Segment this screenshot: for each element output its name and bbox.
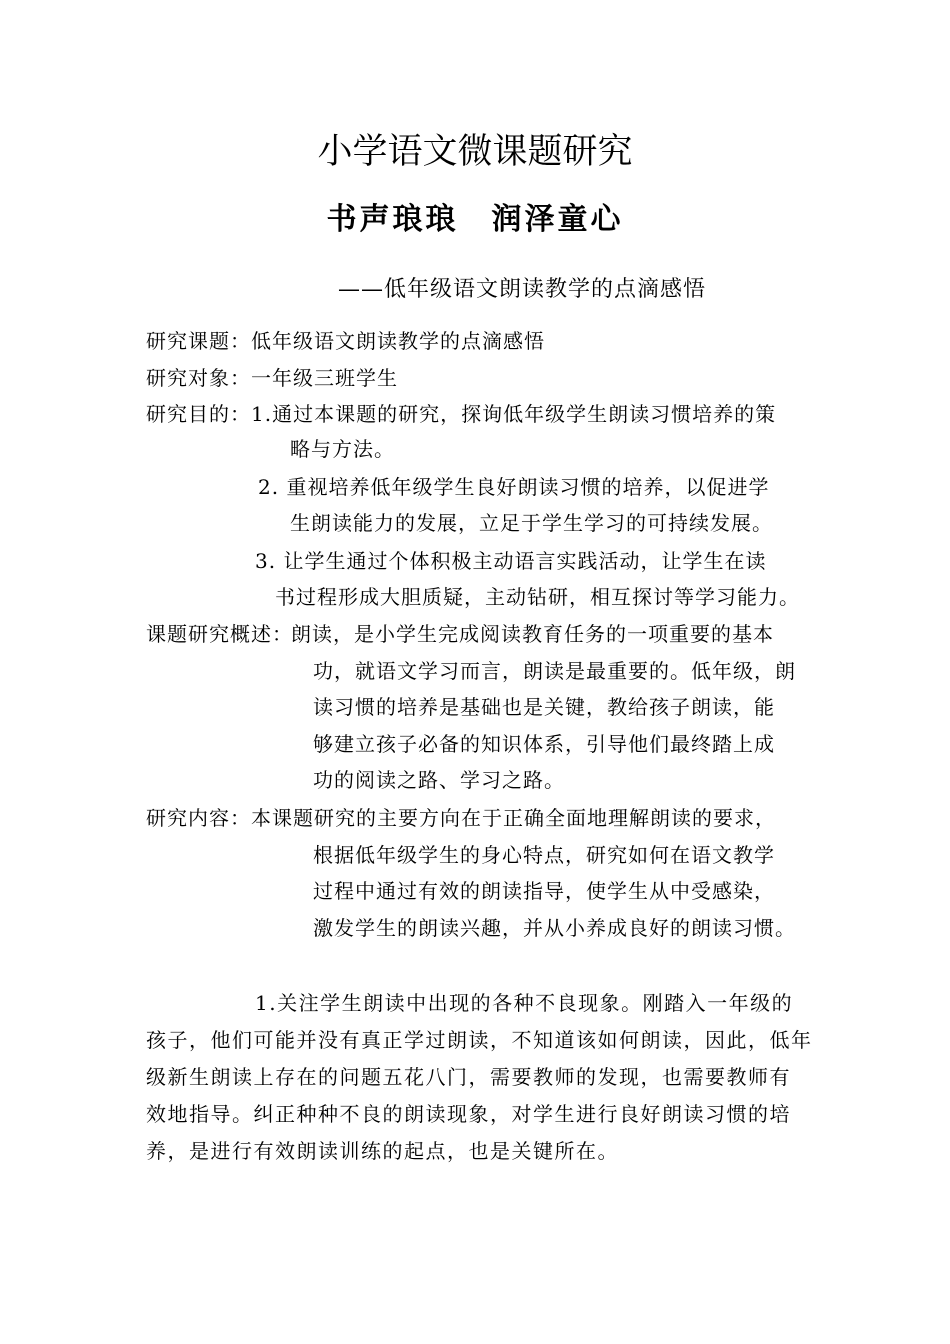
goal-1-line-2: 略与方法。 xyxy=(290,437,395,461)
document-subtitle: 书声琅琅 润泽童心 xyxy=(326,202,624,237)
paragraph-line-3: 级新生朗读上存在的问题五花八门，需要教师的发现，也需要教师有 xyxy=(146,1065,791,1089)
paragraph-line-5: 养，是进行有效朗读训练的起点，也是关键所在。 xyxy=(146,1139,619,1163)
subject-label: 研究对象： xyxy=(146,366,251,390)
overview-line-2: 功，就语文学习而言，朗读是最重要的。低年级，朗 xyxy=(313,659,796,683)
goals-label: 研究目的： xyxy=(146,402,251,426)
goal-3-line-2: 书过程形成大胆质疑，主动钻研，相互探讨等学习能力。 xyxy=(275,585,800,609)
subject-row xyxy=(146,363,398,393)
document-title: 小学语文微课题研究 xyxy=(317,132,633,172)
content-line-2: 根据低年级学生的身心特点，研究如何在语文教学 xyxy=(313,843,775,867)
document-tagline: ——低年级语文朗读教学的点滴感悟 xyxy=(338,277,707,302)
overview-line-5: 功的阅读之路、学习之路。 xyxy=(313,768,565,792)
topic-row xyxy=(146,326,545,356)
paragraph-line-2: 孩子，他们可能并没有真正学过朗读，不知道该如何朗读，因此，低年 xyxy=(146,1028,813,1052)
goal-2-line-1: 2. 重视培养低年级学生良好朗读习惯的培养，以促进学 xyxy=(258,475,770,499)
content-line-3: 过程中通过有效的朗读指导，使学生从中受感染， xyxy=(313,879,775,903)
topic-label: 研究课题： xyxy=(146,329,251,353)
overview-line-1: 朗读，是小学生完成阅读教育任务的一项重要的基本 xyxy=(291,622,774,646)
content-label: 研究内容： xyxy=(146,806,251,830)
goal-1-line-1: 1.通过本课题的研究，探询低年级学生朗读习惯培养的策 xyxy=(251,402,777,426)
overview-line-4: 够建立孩子必备的知识体系，引导他们最终踏上成 xyxy=(313,732,775,756)
subject-value: 一年级三班学生 xyxy=(251,366,398,390)
overview-label: 课题研究概述： xyxy=(146,622,293,646)
content-line-1: 本课题研究的主要方向在于正确全面地理解朗读的要求， xyxy=(251,806,776,830)
content-line-4: 激发学生的朗读兴趣，并从小养成良好的朗读习惯。 xyxy=(313,916,796,940)
topic-value: 低年级语文朗读教学的点滴感悟 xyxy=(251,329,545,353)
paragraph-line-1: 1.关注学生朗读中出现的各种不良现象。刚踏入一年级的 xyxy=(255,991,794,1015)
goal-3-line-1: 3. 让学生通过个体积极主动语言实践活动，让学生在读 xyxy=(255,549,767,573)
goal-2-line-2: 生朗读能力的发展，立足于学生学习的可持续发展。 xyxy=(290,511,773,535)
paragraph-line-4: 效地指导。纠正种种不良的朗读现象，对学生进行良好朗读习惯的培 xyxy=(146,1102,791,1126)
overview-line-3: 读习惯的培养是基础也是关键，教给孩子朗读，能 xyxy=(313,695,775,719)
